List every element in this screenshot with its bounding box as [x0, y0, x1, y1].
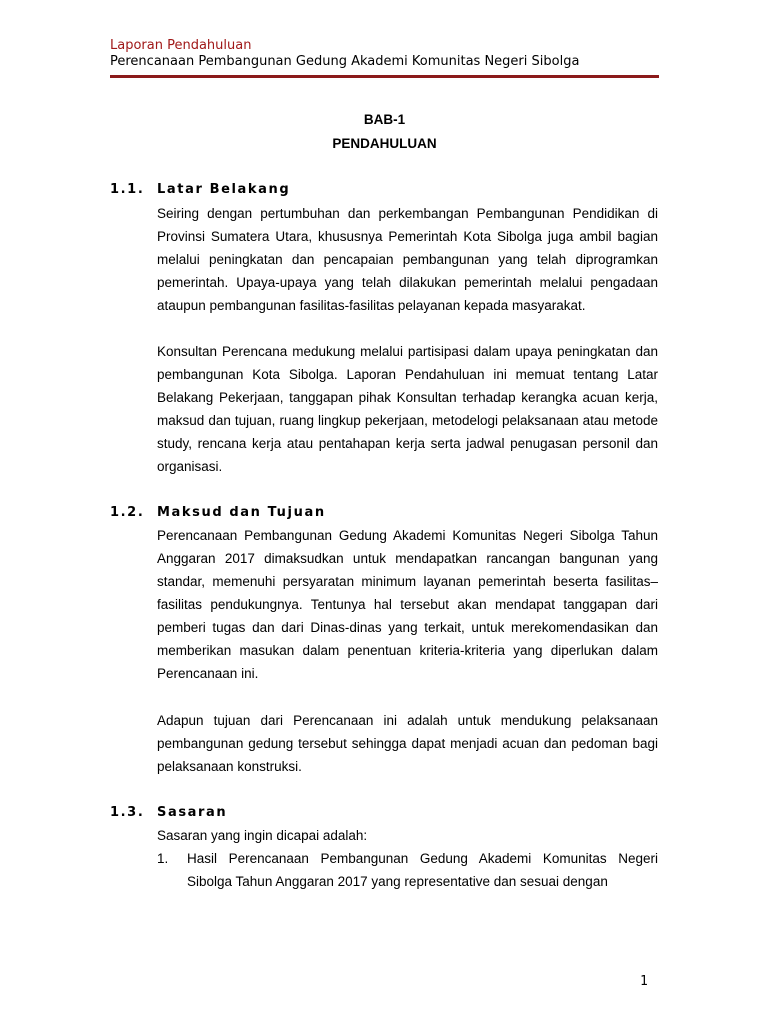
- header-project-title: Perencanaan Pembangunan Gedung Akademi Komunitas Negeri Sibolga: [110, 54, 580, 69]
- section-heading: [110, 182, 290, 197]
- header-report-title: Laporan Pendahuluan: [110, 38, 252, 53]
- header-rule: [110, 75, 659, 78]
- list-item: [157, 847, 658, 893]
- paragraph: Seiring dengan pertumbuhan dan perkembangan Pembangunan Pendidikan di Provinsi Sumatera Utara, khususnya Pemerintah Kota Sibolga juga ambil bagian melalui peningkatan dan pencapaian pembangunan yang telah diprogramkan pemerintah. Upaya-upaya yang telah dilakukan pemerintah melalui pengadaan ataupun pembangunan fasilitas-fasilitas pelayanan kepada masyarakat.: [157, 206, 658, 313]
- list-item-text: Hasil Perencanaan Pembangunan Gedung Akademi Komunitas Negeri Sibolga Tahun Anggaran 2017 yang representative dan sesuai dengan: [187, 851, 658, 889]
- list-item-number: 1.: [157, 851, 169, 866]
- section-number: 1.1.: [110, 182, 145, 197]
- paragraph: Sasaran yang ingin dicapai adalah:: [157, 828, 368, 843]
- paragraph: Konsultan Perencana medukung melalui partisipasi dalam upaya peningkatan dan pembangunan Kota Sibolga. Laporan Pendahuluan ini memuat tentang Latar Belakang Pekerjaan, tanggapan pihak Konsultan terhadap kerangka acuan kerja, maksud dan tujuan, ruang lingkup pekerjaan, metodelogi pelaksanaan atau metode study, rencana kerja atau pentahapan kerja serta jadwal penugasan personil dan organisasi.: [157, 344, 658, 474]
- chapter-title: PENDAHULUAN: [332, 136, 437, 151]
- section-title: Latar Belakang: [157, 182, 291, 197]
- section-title: Maksud dan Tujuan: [157, 505, 326, 520]
- section-heading: [110, 805, 227, 820]
- page-number: 1: [640, 974, 648, 989]
- section-heading: [110, 505, 326, 520]
- section-number: 1.2.: [110, 505, 145, 520]
- section-number: 1.3.: [110, 805, 145, 820]
- paragraph: Perencanaan Pembangunan Gedung Akademi Komunitas Negeri Sibolga Tahun Anggaran 2017 dimaksudkan untuk mendapatkan rancangan bangunan yang standar, memenuhi persyaratan minimum layanan pemerintah beserta fasilitas–fasilitas pendukungnya. Tentunya hal tersebut akan mendapat tanggapan dari pemberi tugas dan dari Dinas-dinas yang terkait, untuk merekomendasikan dan memberikan masukan dalam penentuan kriteria-kriteria yang diperlukan dalam Perencanaan ini.: [157, 528, 658, 681]
- running-header: [110, 38, 659, 70]
- section-title: Sasaran: [157, 805, 228, 820]
- paragraph: Adapun tujuan dari Perencanaan ini adalah untuk mendukung pelaksanaan pembangunan gedung tersebut sehingga dapat menjadi acuan dan pedoman bagi pelaksanaan konstruksi.: [157, 713, 658, 774]
- chapter-label: BAB-1: [363, 112, 406, 127]
